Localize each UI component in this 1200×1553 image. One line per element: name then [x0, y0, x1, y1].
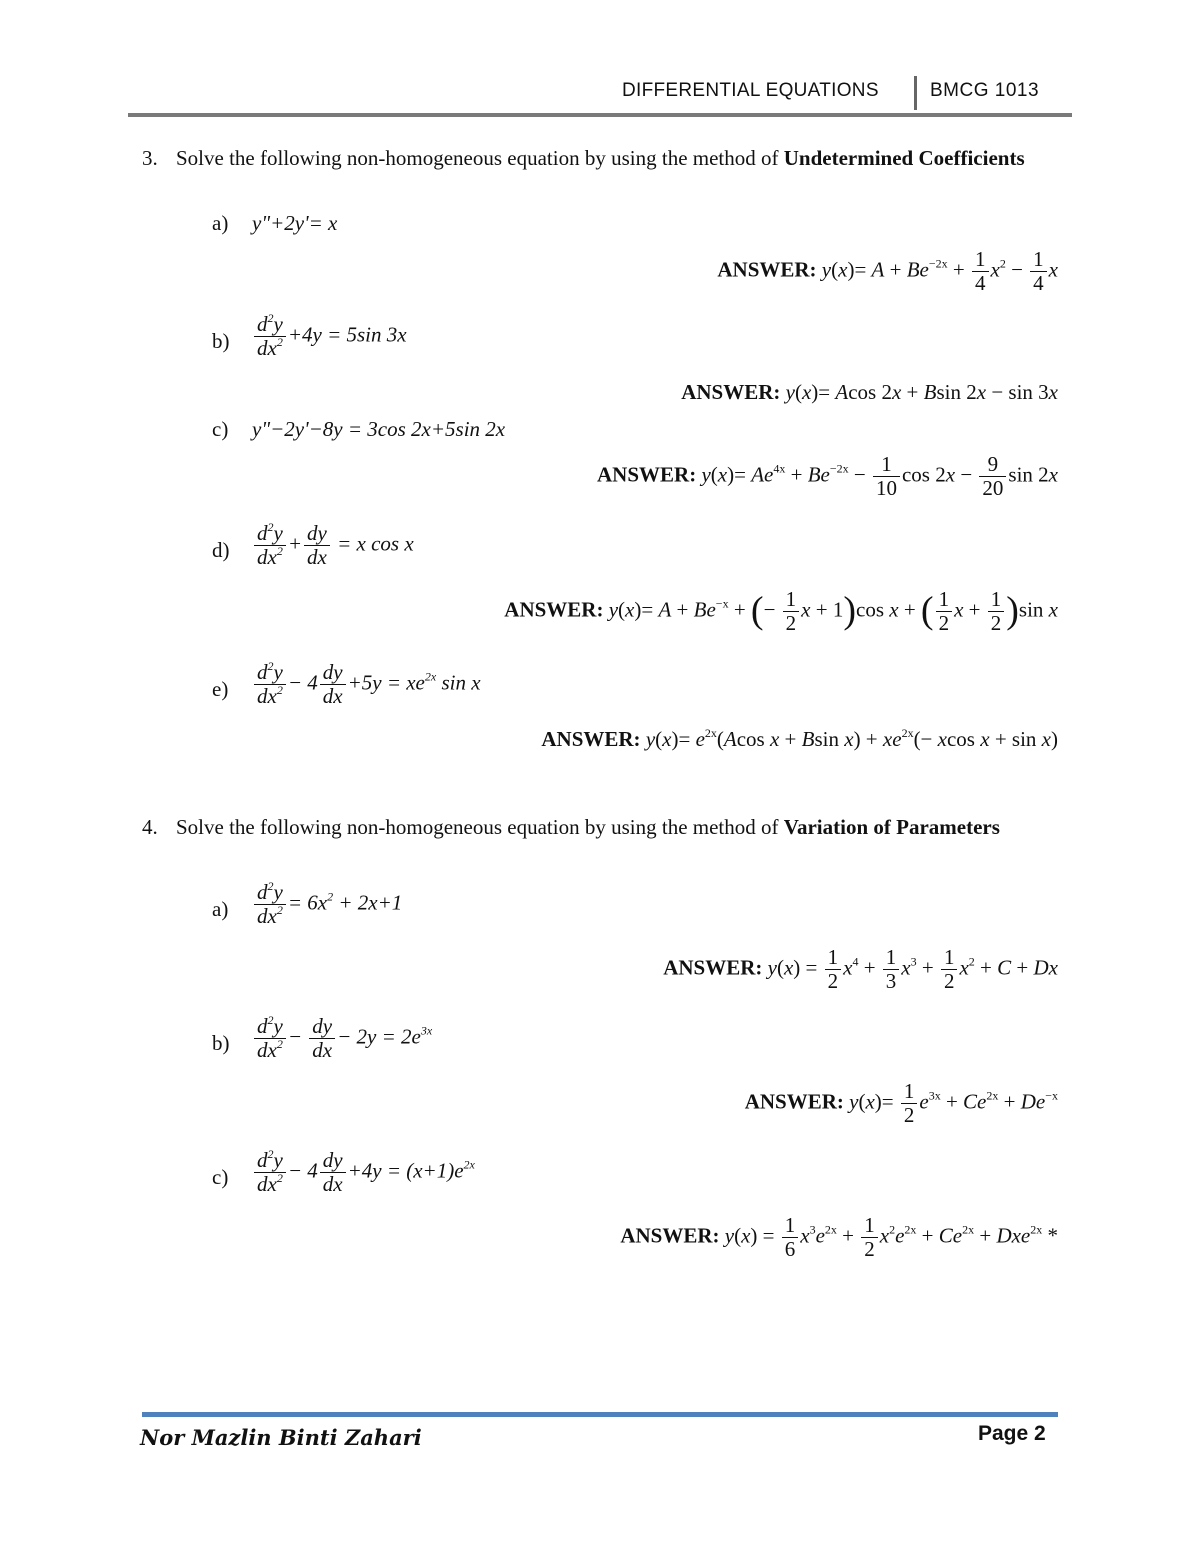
- question-text: Solve the following non-homogeneous equation by using the method of Variation of Parameters: [176, 815, 1000, 839]
- answer-4b: ANSWER: y(x)= $\frac{1}{2}$ $e^{3x} + Ce^{2x} + De^{-x}$: [744, 1079, 1058, 1127]
- part-label: e): [212, 677, 229, 701]
- part-label: c): [212, 417, 229, 441]
- equation-4b: $\frac{d^2y}{dx^2}$ − $\frac{dy}{dx}$ − $2y = 2e^{3x}$: [252, 1015, 432, 1062]
- equation-3b: $\frac{d^2y}{dx^2}$ +4y = 5sin 3x: [252, 313, 407, 360]
- equation-3d: $\frac{d^2y}{dx^2}$ + $\frac{dy}{dx}$ = x cos x: [252, 522, 414, 569]
- footer-rule: [142, 1412, 1058, 1417]
- answer-3e: ANSWER: $y(x)= e^{2x}(Acos$ x + Bsin $x) + xe^{2x}(- xcos$ x + sin x): [541, 726, 1058, 751]
- part-label: a): [212, 897, 229, 921]
- method-name: Variation of Parameters: [783, 815, 1000, 839]
- footer-author: Nor Mazlin Binti Zahari: [140, 1425, 422, 1450]
- equation-3c: y"−2y'−8y = 3cos 2x+5sin 2x: [252, 417, 506, 441]
- answer-3d: ANSWER: $y(x)= A + Be^{-x}$ + (− $\frac{1}{2}$ x + 1)cos x + ( $\frac{1}{2}$ x + $\frac{1}{2}$ )sin x: [504, 587, 1058, 635]
- equation-4c: $\frac{d^2y}{dx^2}$ − 4 $\frac{dy}{dx}$ $+4y = (x+1)e^{2x}$: [252, 1149, 475, 1196]
- page-number: Page 2: [978, 1422, 1046, 1445]
- question-3: [142, 143, 1060, 174]
- answer-3a: ANSWER: $y(x)= A + Be^{-2x}$ + $\frac{1}{4}$ $x^2$ − $\frac{1}{4}$ x: [717, 247, 1058, 295]
- equation-3e: $\frac{d^2y}{dx^2}$ − 4 $\frac{dy}{dx}$ $+5y = xe^{2x}$ sin x: [252, 661, 481, 708]
- part-label: b): [212, 1031, 230, 1055]
- part-label: b): [212, 329, 230, 353]
- part-label: d): [212, 538, 230, 562]
- part-label: c): [212, 1165, 229, 1189]
- question-4: [142, 812, 1060, 843]
- answer-4c: ANSWER: y(x) = $\frac{1}{6}$ $x^3e^{2x}$ + $\frac{1}{2}$ $x^2e^{2x} + Ce^{2x} + Dxe^{2x}$ *: [620, 1213, 1058, 1261]
- equation-4a: $\frac{d^2y}{dx^2}$ = $6x^2 + 2x+1$: [252, 881, 402, 928]
- answer-4a: ANSWER: y(x) = $\frac{1}{2}$ $x^4$ + $\frac{1}{3}$ $x^3$ + $\frac{1}{2}$ $x^2 + C + Dx$: [663, 945, 1058, 993]
- header-title: DIFFERENTIAL EQUATIONS: [622, 80, 879, 101]
- header-divider: [914, 76, 917, 110]
- method-name: Undetermined Coefficients: [783, 146, 1025, 170]
- part-label: a): [212, 211, 229, 235]
- equation-3a: y"+2y'= x: [252, 211, 338, 235]
- question-number: 3.: [142, 146, 158, 170]
- question-number: 4.: [142, 815, 158, 839]
- answer-3b: ANSWER: y(x)= Acos 2x + Bsin 2x − sin 3x: [681, 380, 1058, 404]
- answer-3c: ANSWER: $y(x)= Ae^{4x} + Be^{-2x}$ − $\frac{1}{10}$ cos 2x − $\frac{9}{20}$ sin 2x: [597, 452, 1058, 500]
- course-code: BMCG 1013: [930, 80, 1040, 101]
- header-rule: [128, 113, 1072, 117]
- question-text: Solve the following non-homogeneous equation by using the method of Undetermined Coefficients: [176, 146, 1025, 170]
